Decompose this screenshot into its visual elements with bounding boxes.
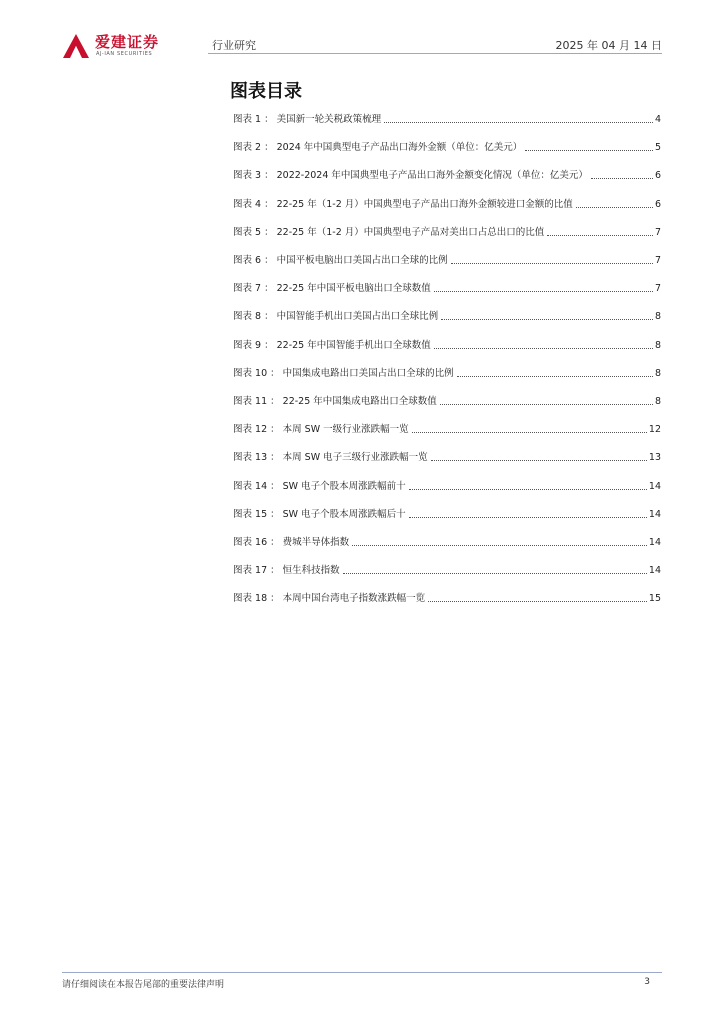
toc-entry-page: 7 bbox=[654, 255, 661, 266]
toc-entry[interactable] bbox=[233, 416, 661, 436]
toc-entry-label: 图表 9 ： 22-25 年中国智能手机出口全球数值 bbox=[233, 339, 431, 351]
toc-entry-label: 图表 10 ： 中国集成电路出口美国占出口全球的比例 bbox=[233, 367, 454, 379]
toc-entry-page: 5 bbox=[654, 142, 661, 154]
toc-dot-leader bbox=[451, 263, 653, 264]
toc-entry[interactable] bbox=[233, 303, 661, 323]
toc-entry[interactable] bbox=[233, 106, 661, 126]
toc-dot-leader bbox=[576, 207, 653, 208]
toc-dot-leader bbox=[434, 348, 653, 349]
toc-entry[interactable] bbox=[233, 219, 661, 239]
toc-entry-label: 图表 1 ： 美国新一轮关税政策梳理 bbox=[233, 114, 382, 125]
logo-text-en: AJ-IAN SECURITIES bbox=[96, 51, 153, 57]
toc-entry[interactable] bbox=[233, 444, 661, 464]
toc-dot-leader bbox=[547, 235, 653, 236]
toc-entry-label: 图表 12 ： 本周 SW 一级行业涨跌幅一览 bbox=[233, 424, 409, 436]
toc-entry-label: 图表 5 ： 22-25 年（1-2 月）中国典型电子产品对美出口占总出口的比值 bbox=[233, 226, 545, 238]
toc-entry-page: 8 bbox=[654, 367, 661, 379]
toc-entry[interactable] bbox=[233, 529, 661, 549]
footer-disclaimer: 请仔细阅读在本报告尾部的重要法律声明 bbox=[62, 980, 225, 990]
toc-dot-leader bbox=[457, 376, 653, 377]
toc-dot-leader bbox=[525, 150, 653, 151]
company-logo bbox=[62, 33, 182, 59]
toc-entry[interactable] bbox=[233, 501, 661, 521]
toc-entry[interactable] bbox=[233, 275, 661, 295]
toc-entry-page: 14 bbox=[648, 508, 661, 520]
toc-entry-page: 14 bbox=[648, 565, 661, 577]
toc-dot-leader bbox=[409, 489, 647, 490]
toc-entry[interactable] bbox=[233, 585, 661, 605]
toc-dot-leader bbox=[409, 517, 647, 518]
toc-entry-label: 图表 14 ： SW 电子个股本周涨跌幅前十 bbox=[233, 480, 406, 492]
page-number: 3 bbox=[644, 977, 650, 987]
toc-entry[interactable] bbox=[233, 473, 661, 493]
toc-entry[interactable] bbox=[233, 557, 661, 577]
page-header bbox=[0, 0, 724, 60]
toc-entry-label: 图表 3 ： 2022-2024 年中国典型电子产品出口海外金额变化情况（单位：亿美元） bbox=[233, 170, 588, 182]
toc-entry-page: 7 bbox=[654, 226, 661, 238]
toc-entry-page: 6 bbox=[654, 198, 661, 210]
toc-dot-leader bbox=[384, 122, 653, 123]
toc-entry-label: 图表 13 ： 本周 SW 电子三级行业涨跌幅一览 bbox=[233, 452, 428, 464]
toc-entry-label: 图表 8 ： 中国智能手机出口美国占出口全球比例 bbox=[233, 311, 439, 323]
toc-dot-leader bbox=[434, 291, 653, 292]
toc-entry-page: 8 bbox=[654, 339, 661, 351]
toc-entry-page: 8 bbox=[654, 311, 661, 323]
toc-entry-page: 13 bbox=[648, 452, 661, 464]
toc-dot-leader bbox=[412, 432, 647, 433]
toc-entry-label: 图表 16 ： 费城半导体指数 bbox=[233, 537, 350, 548]
toc-dot-leader bbox=[441, 319, 653, 320]
toc-dot-leader bbox=[343, 573, 647, 574]
report-type: 行业研究 bbox=[212, 39, 256, 52]
toc-dot-leader bbox=[431, 460, 647, 461]
logo-mark-icon bbox=[62, 33, 90, 59]
toc-dot-leader bbox=[591, 178, 653, 179]
toc-entry-label: 图表 2 ： 2024 年中国典型电子产品出口海外金额（单位：亿美元） bbox=[233, 142, 523, 154]
toc-entry-label: 图表 6 ： 中国平板电脑出口美国占出口全球的比例 bbox=[233, 255, 448, 266]
toc-dot-leader bbox=[440, 404, 653, 405]
toc-entry-page: 15 bbox=[648, 593, 661, 605]
report-date: 2025 年 04 月 14 日 bbox=[555, 39, 662, 52]
toc-entry[interactable] bbox=[233, 247, 661, 267]
toc-entry-page: 4 bbox=[654, 114, 661, 125]
footer-divider bbox=[62, 972, 662, 973]
toc-entry-page: 12 bbox=[648, 424, 661, 436]
toc-entry[interactable] bbox=[233, 191, 661, 211]
toc-entry-label: 图表 4 ： 22-25 年（1-2 月）中国典型电子产品出口海外金额较进口金额的比值 bbox=[233, 198, 573, 210]
toc-entry-label: 图表 11 ： 22-25 年中国集成电路出口全球数值 bbox=[233, 396, 437, 407]
toc-title: 图表目录 bbox=[230, 81, 302, 102]
toc-entry-page: 14 bbox=[648, 480, 661, 492]
toc-entry[interactable] bbox=[233, 134, 661, 154]
toc-entry-page: 8 bbox=[654, 396, 661, 407]
toc-entry-page: 6 bbox=[654, 170, 661, 182]
toc-entry[interactable] bbox=[233, 332, 661, 352]
toc-entry-page: 14 bbox=[648, 537, 661, 548]
toc-entry-label: 图表 18 ： 本周中国台湾电子指数涨跌幅一览 bbox=[233, 593, 426, 605]
toc-entry-page: 7 bbox=[654, 283, 661, 295]
toc-entry[interactable] bbox=[233, 162, 661, 182]
toc-dot-leader bbox=[352, 545, 647, 546]
toc-entry-label: 图表 17 ： 恒生科技指数 bbox=[233, 565, 340, 577]
toc-entry-label: 图表 7 ： 22-25 年中国平板电脑出口全球数值 bbox=[233, 283, 431, 295]
toc-entry[interactable] bbox=[233, 360, 661, 380]
toc-entry[interactable] bbox=[233, 388, 661, 408]
header-divider bbox=[208, 53, 662, 54]
logo-text-cn: 爱建证券 bbox=[95, 33, 160, 51]
toc-entry-label: 图表 15 ： SW 电子个股本周涨跌幅后十 bbox=[233, 508, 406, 520]
toc-dot-leader bbox=[428, 601, 647, 602]
